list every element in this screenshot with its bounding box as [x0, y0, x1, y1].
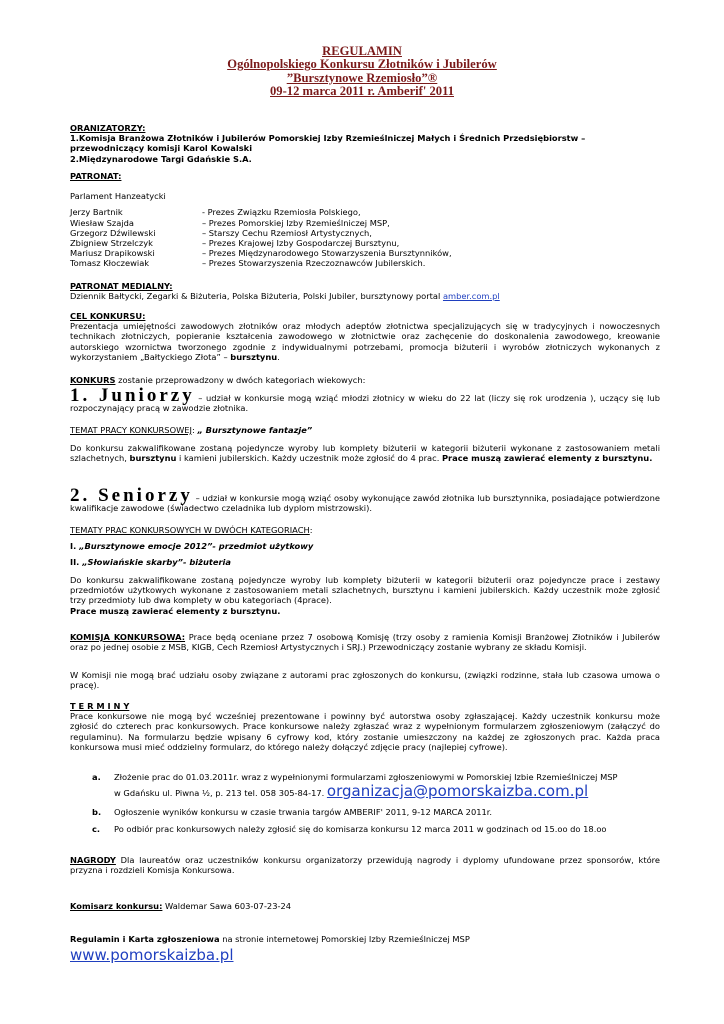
seniors-qual-text: Do konkursu zakwalifikowane zostaną pojedyncze wyroby lub komplety biżuterii w kategorii biżuterii oraz pojedyncze prace i zestawy przedmiotów użytkowych wykonane z zastosowaniem metali szlachetnych, bursztynu i kamieni jubilerskich. Każdy uczestnik może zgłosić trzy przedmioty lub dwa komplety w obu kategoriach (4prace). [70, 575, 660, 606]
dates-section [70, 701, 660, 752]
patronage-section [70, 171, 660, 269]
contest-text: zostanie przeprowadzony w dwóch kategoriach wiekowych: [115, 375, 366, 385]
footer-note [70, 934, 660, 944]
juniors-description: – udział w konkursie mogą wziąć młodzi złotnicy w wieku do 22 lat (liczy się rok urodzenia ), uczący się lub rozpoczynający pracą w zawodzie złotnika. [70, 393, 660, 414]
title-line-3: ”Bursztynowe Rzemiosło”® [286, 70, 438, 85]
contest-heading: KONKURS [70, 375, 116, 385]
patron-row [70, 218, 660, 228]
patronage-intro: Parlament Hanzeatycki [70, 191, 166, 202]
item-c-marker: c. [92, 824, 101, 834]
patron-row [70, 238, 660, 248]
media-text [70, 291, 660, 301]
patron-role: – Prezes Międzynarodowego Stowarzyszenia Bursztynników, [202, 248, 452, 259]
patron-role: – Prezes Krajowej Izby Gospodarczej Bursztynu, [202, 238, 400, 249]
seniors-title: 2. Seniorzy [70, 485, 193, 506]
patron-name: Mariusz Drapikowski [70, 248, 155, 259]
seniors-qualification [70, 575, 660, 616]
jury-text: Prace będą oceniane przez 7 osobową Komisję (trzy osoby z ramienia Komisji Branżowej Złotników i Jubilerów oraz po jednej osobie z MSB, KIGB, Cech Rzemiosł Artystycznych i SRJ.) Przewodniczący zostanie wybrany ze składu Komisji. [70, 632, 660, 653]
website-link[interactable]: www.pomorskaizba.pl [70, 946, 234, 964]
seniors-theme-1: „Bursztynowe emocje 2012”- przedmiot użytkowy [79, 541, 314, 552]
patron-name: Tomasz Kłoczewiak [70, 258, 150, 269]
jury-section [70, 632, 660, 652]
commissioner-label: Komisarz konkursu: [70, 901, 163, 911]
awards-heading: NAGRODY [70, 855, 116, 865]
jury-exclusion: W Komisji nie mogą brać udziału osoby związane z autorami prac zgłoszonych do konkursu, (związki rodzinne, stała lub czasowa umowa o pracę). [70, 670, 660, 691]
organizers-section [70, 123, 660, 164]
patron-list [70, 207, 660, 268]
goal-amber: bursztynu [230, 351, 278, 362]
dates-item-b [92, 807, 652, 817]
juniors-title: 1. Juniorzy [70, 385, 195, 406]
juniors-qual-1: Do konkursu zakwalifikowane zostaną pojedyncze wyroby lub komplety biżuterii w kategorii biżuterii wykonane z zastosowaniem metali szlachetnych, [70, 443, 660, 464]
title-line-1: REGULAMIN [322, 44, 402, 58]
media-outlets: Dziennik Bałtycki, Zegarki & Biżuteria, Polska Biżuteria, Polski Jubiler, bursztynowy portal [70, 291, 443, 302]
jury-heading: KOMISJA KONKURSOWA: [70, 632, 186, 642]
organizer-2: 2.Międzynarodowe Targi Gdańskie S.A. [70, 153, 252, 164]
seniors-theme-2-num: II. [70, 557, 83, 568]
title-line-2: Ogólnopolskiego Konkursu Złotników i Jubilerów [227, 57, 497, 72]
patronage-heading: PATRONAT: [70, 171, 122, 181]
item-a-marker: a. [92, 772, 101, 782]
organizers-heading: ORANIZATORZY: [70, 123, 146, 133]
juniors-qual-requirement: Prace muszą zawierać elementy z bursztynu. [441, 453, 653, 464]
dates-item-a-cont [114, 782, 674, 800]
contact-email-link[interactable]: organizacja@pomorskaizba.com.pl [326, 782, 589, 800]
organizer-1: 1.Komisja Branżowa Złotników i Jubilerów Pomorskiej Izby Rzemieślniczej Małych i Średnich Przedsiębiorstw – przewodniczący komisji Karol Kowalski [70, 133, 586, 154]
patron-role: – Prezes Stowarzyszenia Rzeczoznawców Jubilerskich. [202, 258, 426, 269]
patron-row [70, 228, 660, 238]
dates-heading: T E R M I N Y [70, 701, 130, 711]
awards-text: Dla laureatów oraz uczestników konkursu organizatorzy przewidują nagrody i dyplomy ufundowane przez sponsorów, które przyzna i rozdzieli Komisja Konkursowa. [70, 855, 660, 876]
patron-name: Zbigniew Strzelczyk [70, 238, 153, 249]
contest-intro [70, 375, 660, 385]
goal-body: Prezentacja umiejętności zawodowych złotników oraz młodych adeptów złotnictwa specjalizujących się w tradycyjnych i nowoczesnych technikach złotniczych, popieranie kształcenia zawodowego w złotnictwie oraz zachęcenie do doskonalenia zawodowego, kreowanie autorskiego wzornictwa tworzonego zgodnie z indywidualnymi potrzebami, promocja biżuterii i wyrobów złotniczych wykonanych z wykorzystaniem „Bałtyckiego Złota” – [70, 321, 660, 362]
seniors-themes [70, 525, 660, 568]
dates-text: Prace konkursowe nie mogą być wcześniej prezentowane i powinny być autorstwa osoby zgłaszającej. Każdy uczestnik konkursu może zgłosić do czterech prac konkursowych. Prace konkursowe należy zgłaszać wraz z wypełnionym formularzem zgłoszeniowym (załączyć do regulaminu). Na formularzu będzie wpisany 6 cyfrowy kod, który zostanie umieszczony na każdej ze zgłoszonych prac. Każda praca konkursowa musi mieć oddzielny formularz, do którego należy dołączyć zdjęcie pracy (najlepiej cyfrowe). [70, 711, 660, 752]
awards-section [70, 855, 660, 875]
item-a-address: w Gdańsku ul. Piwna ½, p. 213 tel. 058 305-84-17. [114, 788, 327, 798]
footer-bold: Regulamin i Karta zgłoszeniowa [70, 934, 220, 944]
patron-name: Grzegorz Dźwilewski [70, 227, 156, 238]
goal-section [70, 311, 660, 362]
juniors-theme-sep: : [192, 425, 198, 435]
title-line-4: 09-12 marca 2011 r. Amberif' 2011 [270, 83, 454, 98]
seniors-themes-label: TEMATY PRAC KONKURSOWYCH W DWÓCH KATEGORIACH [70, 525, 310, 535]
patron-role: - Prezes Związku Rzemiosła Polskiego, [202, 207, 361, 218]
goal-text [70, 321, 660, 362]
media-heading: PATRONAT MEDIALNY: [70, 281, 173, 291]
patron-row [70, 248, 660, 258]
seniors-theme-2: „Słowiańskie skarby”- biżuteria [82, 557, 231, 568]
seniors-section [70, 485, 660, 514]
juniors-theme [70, 425, 660, 435]
commissioner-section [70, 901, 660, 911]
seniors-description: – udział w konkursie mogą wziąć osoby wykonujące zawód złotnika lub bursztynnika, posiadające potwierdzone kwalifikacje zawodowe (świadectwo czeladnika lub dyplom mistrzowski). [70, 493, 660, 514]
patron-row [70, 207, 660, 217]
commissioner-value: Waldemar Sawa 603-07-23-24 [162, 901, 292, 911]
dates-item-c [92, 824, 652, 834]
item-b-marker: b. [92, 807, 102, 817]
juniors-qual-amber: bursztynu [129, 453, 177, 464]
dates-item-a [92, 772, 652, 782]
juniors-qualification [70, 443, 660, 463]
amber-portal-link[interactable]: amber.com.pl [442, 291, 500, 302]
item-b-text: Ogłoszenie wyników konkursu w czasie trwania targów AMBERIF' 2011, 9-12 MARCA 2011r. [114, 807, 493, 817]
seniors-theme-1-num: I. [70, 541, 80, 552]
seniors-themes-sep: : [309, 525, 313, 535]
juniors-theme-title: „ Bursztynowe fantazje” [197, 425, 313, 435]
document-title [0, 45, 724, 98]
item-a-text: Złożenie prac do 01.03.2011r. wraz z wypełnionymi formularzami zgłoszeniowymi w Pomorskiej Izbie Rzemieślniczej MSP [114, 772, 618, 782]
juniors-qual-2: i kamieni jubilerskich. Każdy uczestnik może zgłosić do 4 prac. [176, 453, 442, 464]
patron-name: Jerzy Bartnik [70, 207, 123, 218]
seniors-qual-requirement: Prace muszą zawierać elementy z bursztynu. [70, 605, 281, 616]
media-section [70, 281, 660, 301]
footer-text: na stronie internetowej Pomorskiej Izby Rzemieślniczej MSP [219, 934, 470, 944]
footer-website [70, 946, 660, 964]
goal-heading: CEL KONKURSU: [70, 311, 146, 321]
patron-role: – Starszy Cechu Rzemiosł Artystycznych, [202, 227, 372, 238]
juniors-section [70, 385, 660, 414]
patron-row [70, 258, 660, 268]
patron-role: – Prezes Pomorskiej Izby Rzemieślniczej MSP, [202, 217, 390, 228]
patron-name: Wiesław Szajda [70, 217, 134, 228]
item-c-text: Po odbiór prac konkursowych należy zgłosić się do komisarza konkursu 12 marca 2011 w godzinach od 15.oo do 18.oo [114, 824, 607, 834]
goal-end: . [277, 351, 280, 362]
juniors-theme-label: TEMAT PRACY KONKURSOWEJ [70, 425, 192, 435]
